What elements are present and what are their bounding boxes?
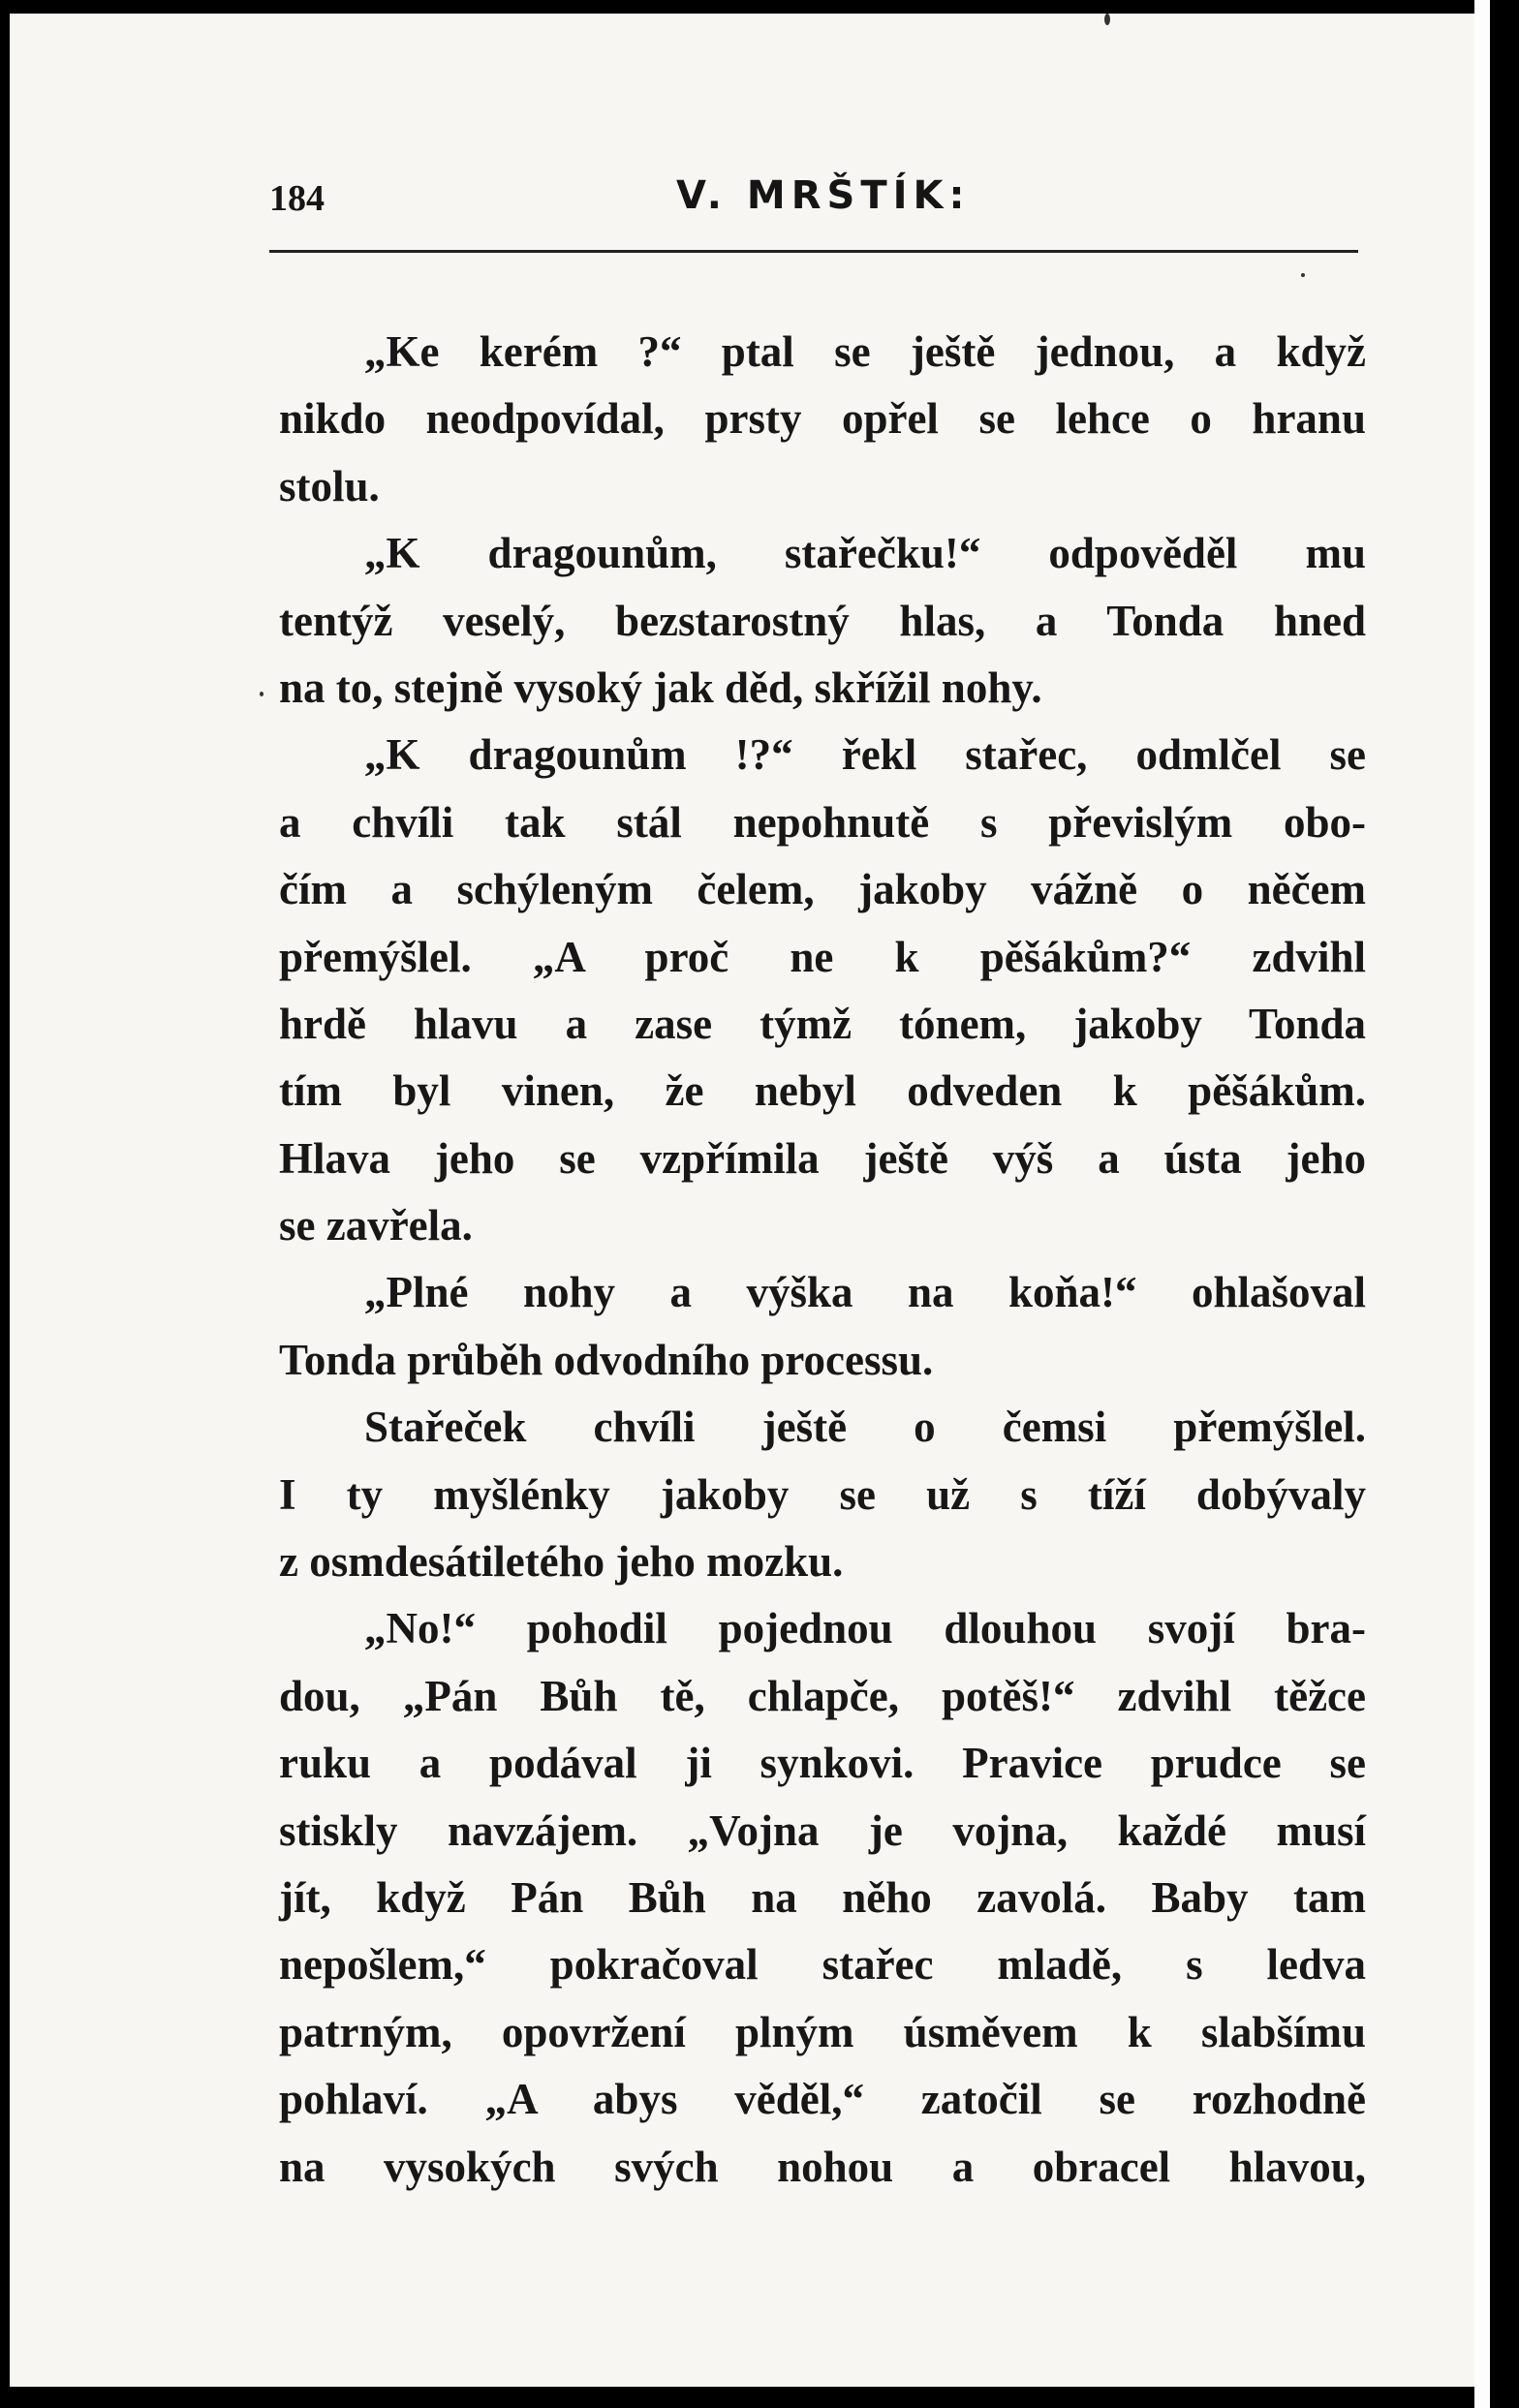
text-line: na vysokých svých nohou a obracel hlavou, (279, 2142, 1366, 2191)
body-text (279, 319, 1366, 2201)
text-line: „K dragounům !?“ řekl stařec, odmlčel se (364, 730, 1366, 780)
text-line: z osmdesátiletého jeho mozku. (279, 1537, 844, 1587)
text-line: nepošlem,“ pokračoval stařec mladě, s ledva (279, 1940, 1366, 1990)
text-line: I ty myšlénky jakoby se už s tíží dobývaly (279, 1469, 1366, 1519)
scan-speck (1301, 273, 1305, 277)
scan-speck (260, 692, 264, 696)
book-page (10, 14, 1474, 2387)
text-line: tentýž veselý, bezstarostný hlas, a Tonda hned (279, 596, 1366, 645)
text-line: dou, „Pán Bůh tě, chlapče, potěš!“ zdvihl těžce (279, 1671, 1366, 1720)
text-line: hrdě hlavu a zase týmž tónem, jakoby Tonda (279, 999, 1366, 1048)
text-line: „Plné nohy a výška na koňa!“ ohlašoval (364, 1268, 1366, 1317)
text-line: Stařeček chvíli ještě o čemsi přemýšlel. (364, 1403, 1366, 1452)
text-line: čím a schýleným čelem, jakoby vážně o něčem (279, 865, 1366, 914)
text-line: Tonda průběh odvodního processu. (279, 1335, 934, 1384)
text-line: stolu. (279, 461, 380, 510)
text-line: se zavřela. (279, 1201, 473, 1250)
text-line: jít, když Pán Bůh na něho zavolá. Baby tam (279, 1872, 1366, 1922)
text-line: stiskly navzájem. „Vojna je vojna, každé musí (279, 1806, 1366, 1855)
text-line: ruku a podával ji synkovi. Pravice prudce se (279, 1739, 1366, 1788)
page-number: 184 (269, 178, 325, 219)
text-line: „Ke kerém ?“ ptal se ještě jednou, a když (364, 327, 1366, 376)
text-line: „No!“ pohodil pojednou dlouhou svojí bra- (364, 1604, 1366, 1653)
text-line: Hlava jeho se vzpřímila ještě výš a ústa jeho (279, 1133, 1366, 1183)
page-header (269, 173, 1356, 241)
header-rule (269, 250, 1358, 253)
text-line: patrným, opovržení plným úsměvem k slabšímu (279, 2007, 1366, 2056)
running-head: V. MRŠTÍK: (676, 173, 971, 218)
scan-speck (1104, 14, 1110, 25)
text-line: „K dragounům, stařečku!“ odpověděl mu (364, 529, 1366, 578)
text-line: a chvíli tak stál nepohnutě s převislým obo- (279, 797, 1366, 847)
text-line: pohlaví. „A abys věděl,“ zatočil se rozhodně (279, 2075, 1366, 2124)
text-line: na to, stejně vysoký jak děd, skřížil nohy. (279, 663, 1042, 712)
scan-edge (1474, 0, 1490, 2408)
text-line: přemýšlel. „A proč ne k pěšákům?“ zdvihl (279, 932, 1366, 981)
text-line: nikdo neodpovídal, prsty opřel se lehce o hranu (279, 394, 1366, 444)
text-line: tím byl vinen, že nebyl odveden k pěšákům. (279, 1066, 1366, 1116)
